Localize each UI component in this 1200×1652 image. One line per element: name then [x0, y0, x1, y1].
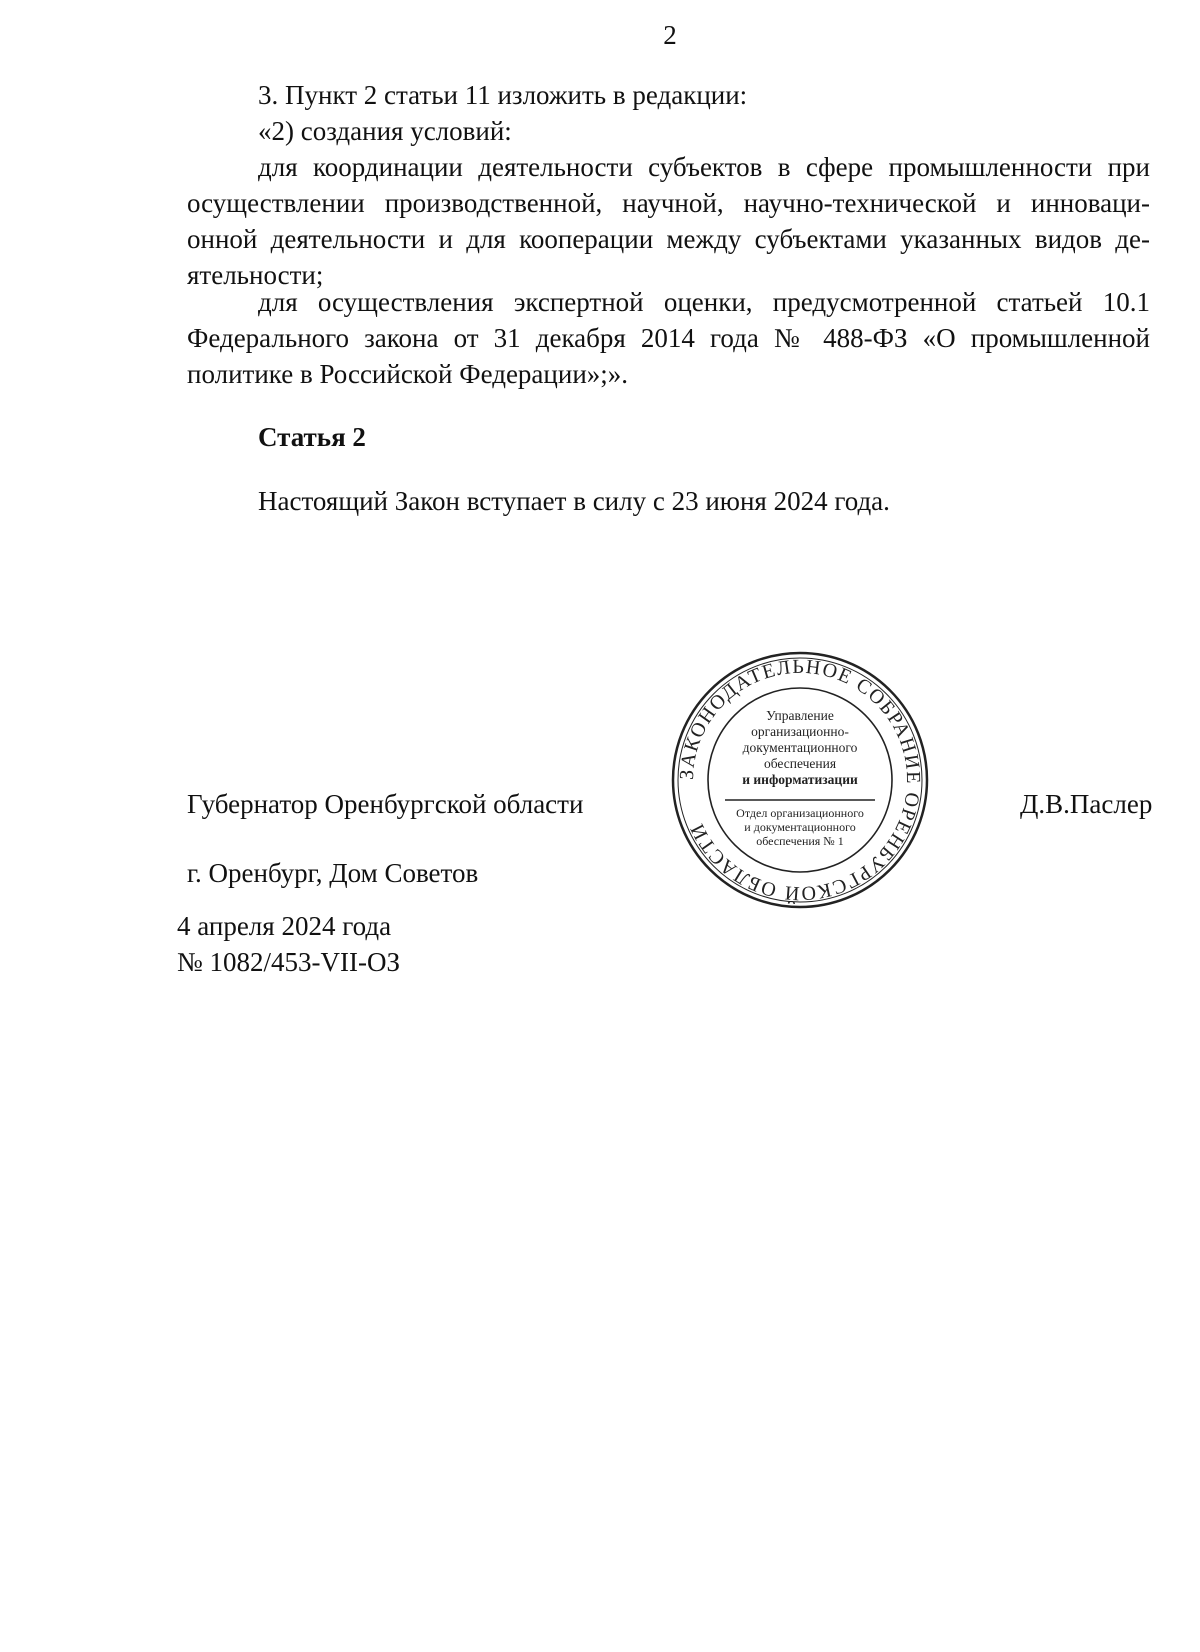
paragraph-line: политике в Российской Федерации»;».: [187, 359, 629, 389]
seal-center-line: обеспечения: [763, 756, 837, 771]
amendment-point-intro: 3. Пункт 2 статьи 11 изложить в редакции:: [258, 80, 748, 110]
seal-center-line: документационного: [742, 740, 858, 755]
paragraph-line: Федерального закона от 31 декабря 2014 года № 488-ФЗ «О промышленной: [187, 323, 1150, 353]
seal-ring-text: ЗАКОНОДАТЕЛЬНОЕ СОБРАНИЕ ОРЕНБУРГСКОЙ ОБЛАСТИ: [675, 655, 925, 905]
paragraph-line: ятельности;: [187, 260, 324, 290]
law-number: № 1082/453-VII-ОЗ: [177, 947, 401, 977]
seal-lower-line: Отдел организационного: [736, 806, 864, 820]
paragraph-line: для координации деятельности субъектов в сфере промышленности при: [258, 152, 1150, 182]
article-2-text: Настоящий Закон вступает в силу с 23 июня 2024 года.: [258, 486, 890, 516]
signatory-name: Д.В.Паслер: [1020, 789, 1153, 819]
seal-center-line: и информатизации: [742, 772, 858, 787]
official-seal: [670, 650, 930, 910]
signing-place: г. Оренбург, Дом Советов: [187, 858, 479, 888]
article-2-heading: Статья 2: [258, 422, 366, 452]
amendment-subpoint: «2) создания условий:: [258, 116, 512, 146]
paragraph-line: онной деятельности и для кооперации между субъектами указанных видов де-: [187, 224, 1150, 254]
seal-lower-line: обеспечения № 1: [756, 834, 844, 848]
seal-center-line: Управление: [766, 708, 834, 723]
signatory-position: Губернатор Оренбургской области: [187, 789, 584, 819]
signing-date: 4 апреля 2024 года: [177, 911, 392, 941]
seal-lower-line: и документационного: [744, 820, 856, 834]
seal-center-line: организационно-: [751, 724, 849, 739]
paragraph-line: для осуществления экспертной оценки, предусмотренной статьей 10.1: [258, 287, 1150, 317]
paragraph-line: осуществлении производственной, научной, научно-технической и инноваци-: [187, 188, 1150, 218]
page-number: 2: [663, 20, 677, 50]
